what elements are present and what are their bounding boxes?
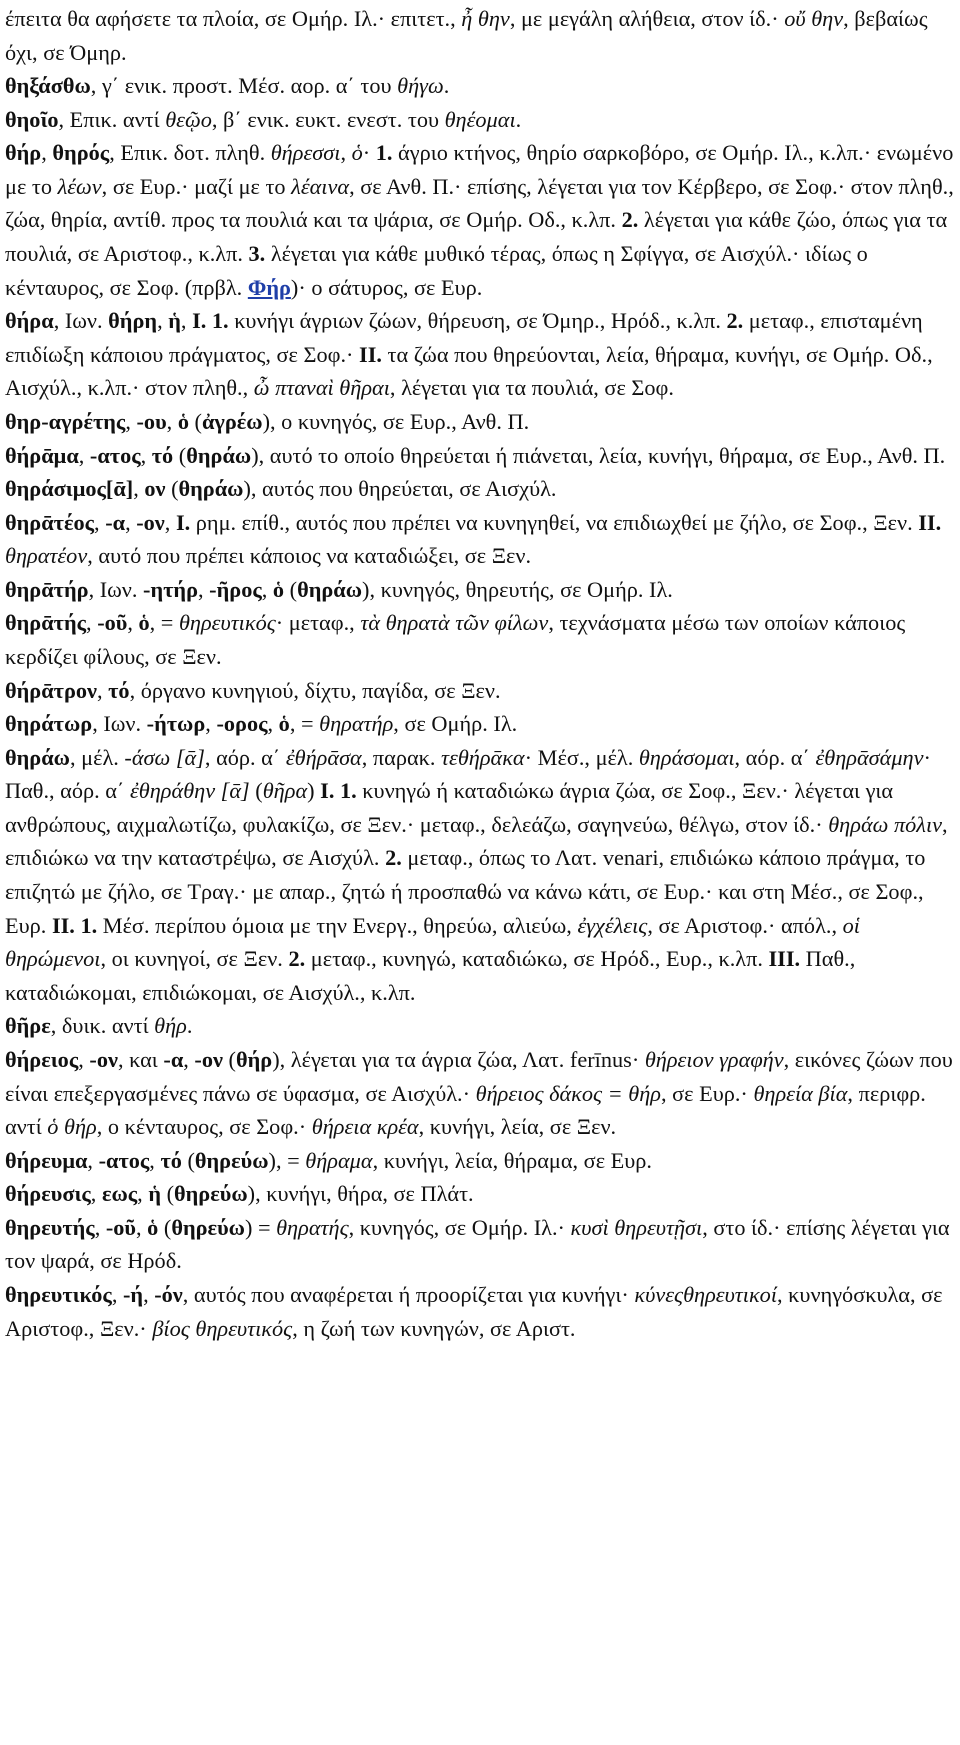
headword-bold: -ον <box>89 1046 118 1072</box>
italic-text: οἱ θηρώμενοι <box>5 912 860 972</box>
entry-text: , <box>133 476 145 502</box>
italic-text: θήρεσσι <box>270 140 341 166</box>
dictionary-entry <box>5 2 960 69</box>
entry-text: ( <box>161 1181 174 1207</box>
entry-text: ), ο κυνηγός, σε Ευρ., Ανθ. Π. <box>262 408 530 434</box>
headword-bold: 1. <box>375 140 393 166</box>
dictionary-entry <box>5 506 960 573</box>
headword-bold: 2. <box>621 207 639 233</box>
entry-text: , <box>183 1046 195 1072</box>
headword-bold: θήρειος <box>5 1046 79 1072</box>
entry-text: , <box>157 308 169 334</box>
entry-text: , κυνηγός, σε Ομήρ. Ιλ.· <box>348 1214 571 1240</box>
italic-text: θηράσομαι <box>638 744 735 770</box>
dictionary-entry <box>5 573 960 607</box>
headword-bold: ον <box>144 476 166 502</box>
italic-text: θήρειος δάκος = θήρ <box>475 1080 661 1106</box>
entry-text: , αόρ. α΄ <box>734 744 816 770</box>
entry-text: ( <box>158 1214 172 1240</box>
entry-text: , ο κένταυρος, σε Σοφ.· <box>96 1114 312 1140</box>
entry-text: , αυτό που πρέπει κάποιος να καταδιώξει, σε Ξεν. <box>87 543 532 569</box>
entry-text: , σε Ομήρ. Ιλ. <box>393 711 518 737</box>
entry-text: , <box>94 1214 106 1240</box>
entry-text: ), κυνηγός, θηρευτής, σε Ομήρ. Ιλ. <box>362 576 673 602</box>
headword-bold: -οῦ <box>105 1214 136 1240</box>
entry-text: Παθ., καταδιώκομαι, επιδιώκομαι, σε Αισχύλ., κ.λπ. <box>5 946 856 1005</box>
headword-bold: θηρεύω <box>171 1214 245 1240</box>
headword-bold: -όν <box>154 1281 183 1307</box>
dictionary-entry <box>5 405 960 439</box>
entry-text: , <box>140 442 152 468</box>
italic-text: ἐθηρᾱσάμην <box>815 744 924 770</box>
entry-text: , Ιων. <box>53 308 109 334</box>
entry-text: , κυνήγι, λεία, θήραμα, σε Ευρ. <box>372 1147 652 1173</box>
dictionary-entry <box>5 472 960 506</box>
italic-text: θήγω <box>397 73 444 99</box>
headword-bold: θηρᾱτέος <box>5 509 95 535</box>
dictionary-entry <box>5 1043 960 1144</box>
headword-bold: θῆρε <box>5 1013 51 1039</box>
entry-text: έπειτα θα αφήσετε τα πλοία, σε Ομήρ. Ιλ.· επιτετ., <box>5 6 462 31</box>
italic-text: θηρατής <box>276 1214 349 1240</box>
headword-bold: -ητήρ <box>143 576 199 602</box>
entry-text: , <box>125 509 137 535</box>
headword-bold: θήρ <box>5 140 42 166</box>
entry-text: . <box>515 106 522 132</box>
entry-text: , παρακ. <box>361 744 442 770</box>
italic-text: θήραμα <box>305 1147 373 1173</box>
entry-text: , γ΄ ενικ. προστ. Μέσ. αορ. α΄ του <box>90 73 398 99</box>
italic-text: λέαινα <box>291 173 350 199</box>
entry-text: , <box>94 509 106 535</box>
entry-text: , <box>41 140 53 166</box>
entry-text: )· ο σάτυρος, σε Ευρ. <box>290 274 483 300</box>
italic-text: θῆρα <box>262 778 308 804</box>
headword-bold: -ον <box>136 509 165 535</box>
dictionary-entry <box>5 1278 960 1345</box>
headword-bold: II. <box>918 509 942 535</box>
headword-bold: 2. <box>726 308 744 334</box>
dictionary-entry <box>5 136 960 304</box>
entry-text: ), = <box>268 1147 306 1173</box>
entry-text: ( <box>249 778 263 804</box>
dictionary-entry <box>5 1144 960 1178</box>
headword-bold: θήρᾱτρον <box>5 677 97 703</box>
italic-text: θηέομαι <box>444 106 516 132</box>
dictionary-entry <box>5 606 960 673</box>
entry-text: , <box>78 1046 90 1072</box>
italic-text: ὁ <box>351 140 363 166</box>
entry-text: , κυνηγόσκυλα, σε Αριστοφ., Ξεν.· <box>5 1281 943 1341</box>
entry-text: ) = <box>244 1214 277 1240</box>
entry-text: , <box>166 408 178 434</box>
headword-bold: θήρευμα <box>5 1147 88 1173</box>
entry-text: , <box>340 140 352 166</box>
entry-text: ), κυνήγι, θήρα, σε Πλάτ. <box>247 1181 474 1207</box>
entry-text: , <box>87 1147 99 1173</box>
entry-text: τα ζώα που θηρεύονται, λεία, θήραμα, κυνήγι, σε Ομήρ. Οδ., Αισχύλ., κ.λπ.· στον πληθ., <box>5 341 933 401</box>
headword-bold: θηρεύω <box>194 1147 269 1173</box>
entry-text: , επιδιώκω να την καταστρέψω, σε Αισχύλ. <box>5 811 948 871</box>
italic-text: θηρευτικός <box>178 610 276 636</box>
headword-bold: ὁ <box>177 408 189 434</box>
headword-bold: -ατος <box>89 442 141 468</box>
headword-bold: τό <box>108 677 130 703</box>
italic-text: τὰ θηρατὰ τῶν φίλων <box>360 610 549 636</box>
entry-text: , <box>111 1281 123 1307</box>
entry-text: , εικόνες ζώων που είναι επεξεργασμένες πάνω σε ύφασμα, σε Αισχύλ.· <box>5 1046 953 1106</box>
cross-reference-link[interactable]: Φήρ <box>247 274 291 300</box>
italic-text: θηράω πόλιν <box>828 811 943 837</box>
headword-bold: 2. <box>288 946 306 972</box>
italic-text: τεθήρᾱκα <box>441 744 525 770</box>
entry-text: , β΄ ενικ. ευκτ. ενεστ. του <box>211 106 445 132</box>
entry-text: · <box>362 140 376 166</box>
entry-text: , <box>90 1181 102 1207</box>
headword-bold: I. 1. <box>192 308 229 334</box>
entry-text: , <box>86 610 98 636</box>
entry-text: , <box>78 442 90 468</box>
entry-text: μεταφ., όπως το Λατ. venari, επιδιώκω κάποιο πράγμα, το επιζητώ με ζήλο, σε Τραγ.· με απαρ., ζητώ ή προσπαθώ να κάνω κάτι, σε Ευρ.· και στη Μέσ., σε Σοφ., Ευρ. <box>5 845 926 938</box>
entry-text: , με μεγάλη αλήθεια, στον ίδ.· <box>509 6 785 31</box>
entry-text: , Ιων. <box>92 711 147 737</box>
italic-text: θηρατήρ <box>319 711 394 737</box>
entry-text: ), αυτός που θηρεύεται, σε Αισχύλ. <box>243 476 557 502</box>
entry-text: , <box>137 1181 149 1207</box>
entry-text: , <box>97 677 109 703</box>
entry-text: . <box>186 1013 193 1039</box>
headword-bold: θηρευτής <box>5 1214 95 1240</box>
entry-text: . <box>443 73 450 99</box>
entry-text: , όργανο κυνηγιού, δίχτυ, παγίδα, σε Ξεν. <box>129 677 501 703</box>
headword-bold: θήρᾱμα <box>5 442 79 468</box>
dictionary-entry <box>5 439 960 473</box>
headword-bold: -ατος <box>98 1147 150 1173</box>
dictionary-entry <box>5 304 960 405</box>
headword-bold: θήρη <box>108 308 158 334</box>
entry-text: , <box>149 1147 161 1173</box>
dictionary-entry <box>5 1009 960 1043</box>
entry-text: , βεβαίως όχι, σε Όμηρ. <box>5 6 928 65</box>
entry-text: , η ζωή των κυνηγών, σε Αριστ. <box>292 1315 576 1341</box>
headword-bold: -ή <box>122 1281 144 1307</box>
headword-bold: -ορος <box>216 711 268 737</box>
entry-text: , δυικ. αντί <box>50 1013 155 1039</box>
entry-text: , λέγεται για τα πουλιά, σε Σοφ. <box>389 375 674 401</box>
entry-text: ( <box>222 1046 236 1072</box>
entry-text: λέγεται για κάθε μυθικό τέρας, όπως η Σφίγγα, σε Αισχύλ.· ιδίως ο κένταυρος, σε Σοφ. (πρβλ. <box>5 241 868 300</box>
entry-text: , = <box>149 610 179 636</box>
headword-bold: 2. <box>385 845 402 871</box>
italic-text: ὦ πταναὶ θῆραι <box>253 375 390 401</box>
headword-bold: εως <box>101 1181 138 1207</box>
headword-bold: θηράτωρ <box>5 711 93 737</box>
headword-bold: τό <box>160 1147 182 1173</box>
entry-text: άγριο κτήνος, θηρίο σαρκοβόρο, σε Ομήρ. Ιλ., κ.λπ.· ενωμένο με το <box>5 140 954 199</box>
entry-text: , σε Αριστοφ.· απόλ., <box>647 912 843 938</box>
entry-text: , σε Ευρ.· μαζί με το <box>101 173 292 199</box>
dictionary-entry <box>5 1211 960 1278</box>
entry-text: , Ιων. <box>88 576 144 602</box>
italic-text: κύνεςθηρευτικοί <box>634 1281 778 1307</box>
headword-bold: -α <box>105 509 126 535</box>
headword-bold: θηρεύω <box>174 1181 248 1207</box>
dictionary-entry <box>5 69 960 103</box>
italic-text: ὁ θήρ <box>47 1114 97 1140</box>
entry-text: , αόρ. α΄ <box>204 744 286 770</box>
dictionary-entry <box>5 1177 960 1211</box>
headword-bold: θηράω <box>5 744 70 770</box>
italic-text: βίος θηρευτικός <box>152 1315 293 1341</box>
headword-bold: -ῆρος <box>209 576 262 602</box>
headword-bold: τό <box>151 442 174 468</box>
headword-bold: θήρ <box>235 1046 273 1072</box>
entry-text: λέγεται για κάθε ζώο, όπως για τα πουλιά, σε Αριστοφ., κ.λπ. <box>5 207 948 267</box>
headword-bold: II. <box>359 341 382 367</box>
entry-text: , σε Ευρ.· <box>660 1080 754 1106</box>
entry-text: · Παθ., αόρ. α΄ <box>5 744 931 804</box>
entry-text: , <box>164 509 176 535</box>
entry-text: ( <box>173 442 187 468</box>
headword-bold: θηξάσθω <box>5 73 91 99</box>
entry-text: , αυτός που αναφέρεται ή προορίζεται για κυνήγι· <box>182 1281 635 1307</box>
headword-bold: ὁ <box>138 610 150 636</box>
italic-text: οὔ θην <box>784 6 844 31</box>
entry-text: , κυνήγι, λεία, σε Ξεν. <box>418 1114 617 1140</box>
dictionary-entry <box>5 103 960 137</box>
italic-text: κυσὶ θηρευτῇσι <box>570 1214 703 1240</box>
entry-text: Μέσ. περίπου όμοια με την Ενεργ., θηρεύω, αλιεύω, <box>97 912 578 938</box>
italic-text: λέων <box>57 173 102 199</box>
headword-bold: -ου <box>136 408 167 434</box>
entry-text: , <box>205 711 217 737</box>
headword-bold: θηράω <box>186 442 252 468</box>
headword-bold: -οῦ <box>97 610 128 636</box>
headword-bold: θηρός <box>52 140 110 166</box>
headword-bold: 3. <box>248 241 266 267</box>
entry-text: · μεταφ., <box>275 610 361 636</box>
headword-bold: ὁ <box>147 1214 159 1240</box>
headword-bold: ἡ <box>148 1181 161 1207</box>
headword-bold: θήρευσις <box>5 1181 91 1207</box>
entry-text: μεταφ., επισταμένη επιδίωξη κάποιου πράγματος, σε Σοφ.· <box>5 308 923 367</box>
headword-bold: ὁ <box>278 711 290 737</box>
headword-bold: θηρευτικός <box>5 1281 112 1307</box>
entry-text: , σε Ανθ. Π.· επίσης, λέγεται για τον Κέρβερο, σε Σοφ.· στον πληθ., ζώα, θηρία, αντίθ. προς τα πουλιά και τα ψάρια, σε Ομήρ. Οδ., κ.λπ. <box>5 173 954 233</box>
italic-text: -άσω [ᾱ] <box>124 744 205 770</box>
entry-text: κυνήγι άγριων ζώων, θήρευση, σε Όμηρ., Ηρόδ., κ.λπ. <box>228 308 727 334</box>
italic-text: θηρεία βία <box>753 1080 848 1106</box>
italic-text: ἐθήρᾱσα <box>285 744 362 770</box>
headword-bold: I. <box>175 509 191 535</box>
entry-text: , <box>180 308 193 334</box>
entry-text: ( <box>165 476 179 502</box>
entry-text: · Μέσ., μέλ. <box>524 744 639 770</box>
italic-text: θήρειον γραφήν <box>644 1046 784 1072</box>
headword-bold: θήρα <box>5 308 54 334</box>
headword-bold: ἀγρέω <box>201 408 263 434</box>
headword-bold: -ήτωρ <box>146 711 206 737</box>
entry-text: ) <box>307 778 321 804</box>
headword-bold: θηράω <box>178 476 244 502</box>
headword-bold: ἡ <box>168 308 181 334</box>
entry-text: , <box>198 576 210 602</box>
italic-text: ἐθηράθην [ᾱ] <box>129 778 250 804</box>
entry-text: ), αυτό το οποίο θηρεύεται ή πιάνεται, λεία, κυνήγι, θήραμα, σε Ευρ., Ανθ. Π. <box>251 442 946 468</box>
entry-text: , <box>136 1214 148 1240</box>
entry-text: ( <box>188 408 202 434</box>
headword-bold: θηοῖο <box>5 106 59 132</box>
italic-text: θήρ <box>154 1013 187 1039</box>
headword-bold: ὁ <box>272 576 285 602</box>
entry-text: , <box>127 610 139 636</box>
entry-text: , = <box>289 711 320 737</box>
entry-text: , οι κυνηγοί, σε Ξεν. <box>100 946 289 972</box>
entry-text: ρημ. επίθ., αυτός που πρέπει να κυνηγηθεί, να επιδιωχθεί με ζήλο, σε Σοφ., Ξεν. <box>190 509 919 535</box>
headword-bold: III. <box>768 946 801 972</box>
headword-bold: θηράσιμος[ᾱ] <box>5 476 134 502</box>
headword-bold: θηρ-αγρέτης <box>5 408 126 434</box>
dictionary-entry <box>5 707 960 741</box>
entry-text: ( <box>284 576 298 602</box>
headword-bold: II. 1. <box>51 912 98 938</box>
italic-text: θηρατέον <box>5 543 88 569</box>
italic-text: ἦ θην <box>461 6 510 31</box>
entry-text: , <box>125 408 137 434</box>
headword-bold: θηρᾱτήρ <box>5 576 89 602</box>
entry-text: , Επικ. δοτ. πληθ. <box>109 140 271 166</box>
entry-text: , περιφρ. αντί <box>5 1080 926 1140</box>
entry-text: , τεχνάσματα μέσω των οποίων κάποιος κερδίζει φίλους, σε Ξεν. <box>5 610 906 669</box>
entry-text: , <box>261 576 273 602</box>
headword-bold: -ον <box>194 1046 223 1072</box>
entry-text: , μέλ. <box>69 744 125 770</box>
italic-text: θήρεια κρέα <box>311 1114 419 1140</box>
italic-text: θεῷο <box>165 106 212 132</box>
entry-text: , και <box>117 1046 164 1072</box>
headword-bold: -α <box>163 1046 184 1072</box>
entry-text: , <box>143 1281 155 1307</box>
headword-bold: θηρᾱτής <box>5 610 87 636</box>
headword-bold: I. 1. <box>320 778 357 804</box>
entry-text: , Επικ. αντί <box>58 106 166 132</box>
dictionary-entry <box>5 741 960 1010</box>
entry-text: , στο ίδ.· επίσης λέγεται για τον ψαρά, σε Ηρόδ. <box>5 1214 950 1274</box>
italic-text: ἐγχέλεις <box>577 912 648 938</box>
entry-text: κυνηγώ ή καταδιώκω άγρια ζώα, σε Σοφ., Ξεν.· λέγεται για ανθρώπους, αιχμαλωτίζω, φυλακίζω, σε Ξεν.· μεταφ., δελεάζω, σαγηνεύω, θέλγω, στον ίδ.· <box>5 778 894 837</box>
entry-text: , <box>267 711 279 737</box>
headword-bold: θηράω <box>297 576 363 602</box>
dictionary-entry <box>5 674 960 708</box>
entry-text: ( <box>181 1147 195 1173</box>
entry-text: ), λέγεται για τα άγρια ζώα, Λατ. ferīnus· <box>272 1046 645 1072</box>
entry-text: μεταφ., κυνηγώ, καταδιώκω, σε Ηρόδ., Ευρ., κ.λπ. <box>305 946 769 972</box>
